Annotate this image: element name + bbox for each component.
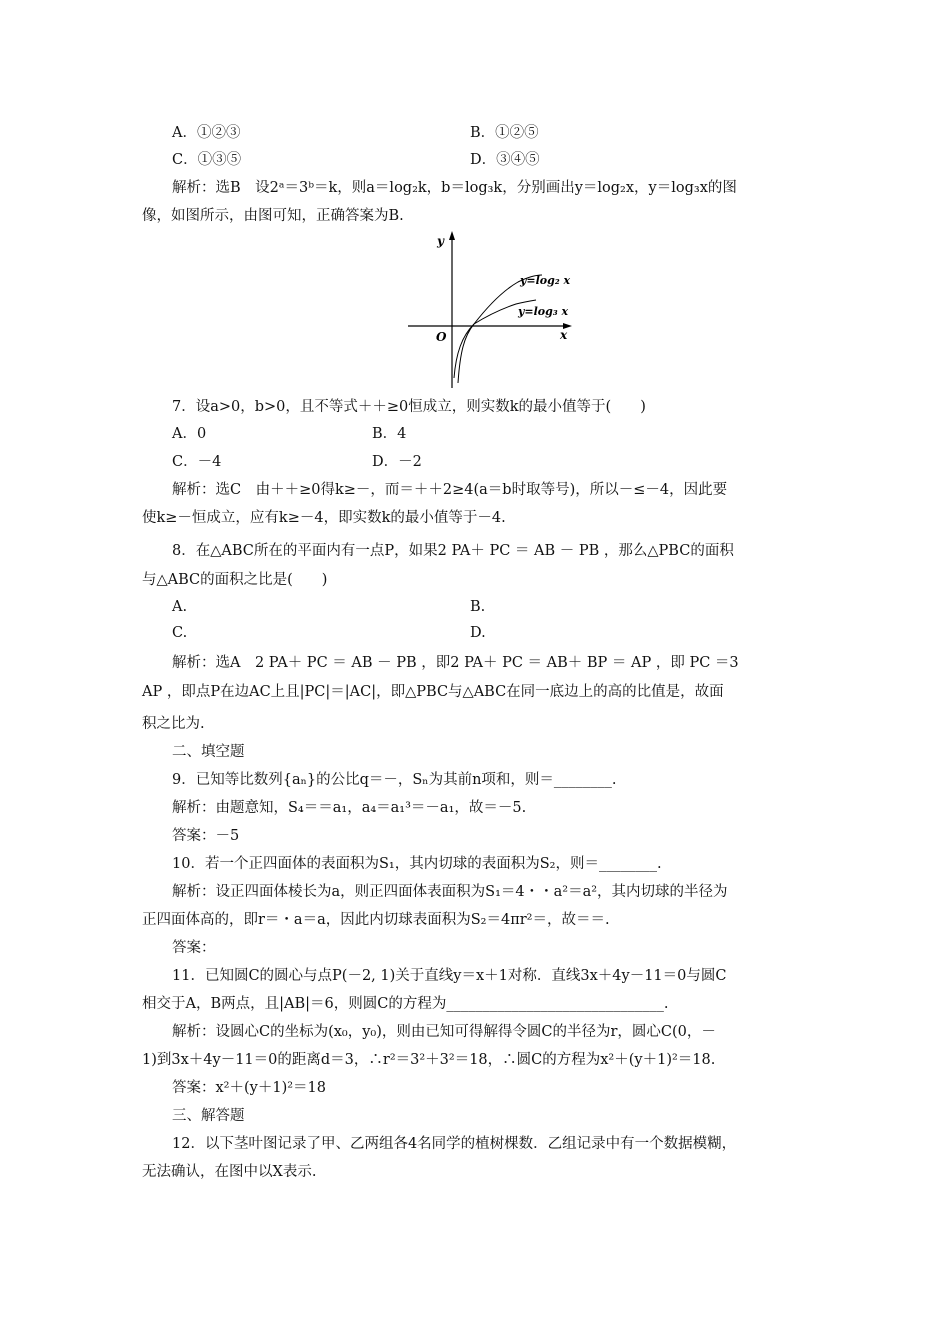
log2-label: y=log₂ x (520, 274, 571, 287)
q12-stem-line2: 无法确认，在图中以X表示. (142, 1164, 317, 1180)
q6-option-b: B．①②⑤ (470, 125, 539, 141)
q10-solution-line1: 解析：设正四面体棱长为a，则正四面体表面积为S₁＝4・・a²＝a²，其内切球的半径为 (172, 884, 728, 900)
q10-stem: 10．若一个正四面体的表面积为S₁，其内切球的表面积为S₂，则＝________. (172, 856, 662, 872)
q7-stem: 7．设a>0，b>0，且不等式＋＋≥0恒成立，则实数k的最小值等于( ) (172, 399, 646, 415)
q8-solution-line2: AP ，即点P在边AC上且|PC|＝|AC|，即△PBC与△ABC在同一底边上的高的比值是，故面 (142, 684, 724, 700)
q8-option-d: D. (470, 625, 486, 641)
section-2-heading: 二、填空题 (172, 744, 245, 760)
x-axis-label: x (560, 328, 568, 342)
origin-label: O (436, 330, 447, 344)
q6-solution-line1: 解析：选B 设2ᵃ＝3ᵇ＝k，则a＝log₂k，b＝log₃k，分别画出y＝log₂x，y＝log₃x的图 (172, 180, 737, 196)
curve-log2 (458, 275, 542, 383)
y-axis-label: y (437, 234, 444, 248)
log-graph-figure (400, 228, 580, 390)
q8-stem-line1: 8．在△ABC所在的平面内有一点P，如果2 PA＋ PC ＝ AB － PB ，那么△PBC的面积 (172, 543, 734, 559)
q10-answer: 答案： (172, 940, 216, 956)
q6-option-d: D．③④⑤ (470, 152, 540, 168)
q9-answer: 答案：－5 (172, 828, 240, 844)
q6-solution-line2: 像，如图所示，由图可知，正确答案为B. (142, 208, 404, 224)
q7-solution-line2: 使k≥－恒成立，应有k≥－4，即实数k的最小值等于－4. (142, 510, 506, 526)
q9-stem: 9．已知等比数列{aₙ}的公比q＝－，Sₙ为其前n项和，则＝________. (172, 772, 617, 788)
q7-option-a: A．0 (172, 426, 207, 442)
q8-solution-line1: 解析：选A 2 PA＋ PC ＝ AB － PB ，即2 PA＋ PC ＝ AB＋ BP ＝ AP ，即 PC ＝3 (172, 655, 739, 671)
q8-option-c: C. (172, 625, 188, 641)
q11-stem-line1: 11．已知圆C的圆心与点P(－2, 1)关于直线y＝x＋1对称．直线3x＋4y－11＝0与圆C (172, 968, 727, 984)
q10-solution-line2: 正四面体高的，即r＝・a＝a，因此内切球表面积为S₂＝4πr²＝，故＝＝. (142, 912, 610, 928)
q7-option-b: B．4 (372, 426, 407, 442)
q7-option-d: D．－2 (372, 454, 422, 470)
q8-stem-line2: 与△ABC的面积之比是( ) (142, 572, 328, 588)
q7-solution-line1: 解析：选C 由＋＋≥0得k≥－，而＝＋＋2≥4(a＝b时取等号)，所以－≤－4，因此要 (172, 482, 728, 498)
section-3-heading: 三、解答题 (172, 1108, 245, 1124)
q7-option-c: C．－4 (172, 454, 222, 470)
q6-option-c: C．①③⑤ (172, 152, 242, 168)
q11-solution-line1: 解析：设圆心C的坐标为(x₀，y₀)，则由已知可得解得令圆C的半径为r，圆心C(0，－ (172, 1024, 716, 1040)
q6-option-a: A．①②③ (172, 125, 241, 141)
q8-option-a: A. (172, 599, 188, 615)
q9-solution: 解析：由题意知，S₄＝＝a₁，a₄＝a₁³＝－a₁，故＝－5. (172, 800, 527, 816)
q8-solution-line3: 积之比为. (142, 716, 205, 732)
q11-answer: 答案：x²＋(y＋1)²＝18 (172, 1080, 326, 1096)
q12-stem-line1: 12．以下茎叶图记录了甲、乙两组各4名同学的植树棵数．乙组记录中有一个数据模糊， (172, 1136, 737, 1152)
y-axis-arrow (449, 231, 455, 240)
q8-option-b: B. (470, 599, 486, 615)
q11-solution-line2: 1)到3x＋4y－11＝0的距离d＝3，∴r²＝3²＋3²＝18，∴圆C的方程为x²＋(y＋1)²＝18. (142, 1052, 716, 1068)
q11-stem-line2: 相交于A，B两点，且|AB|＝6，则圆C的方程为______________________________. (142, 996, 669, 1012)
log3-label: y=log₃ x (518, 305, 569, 318)
